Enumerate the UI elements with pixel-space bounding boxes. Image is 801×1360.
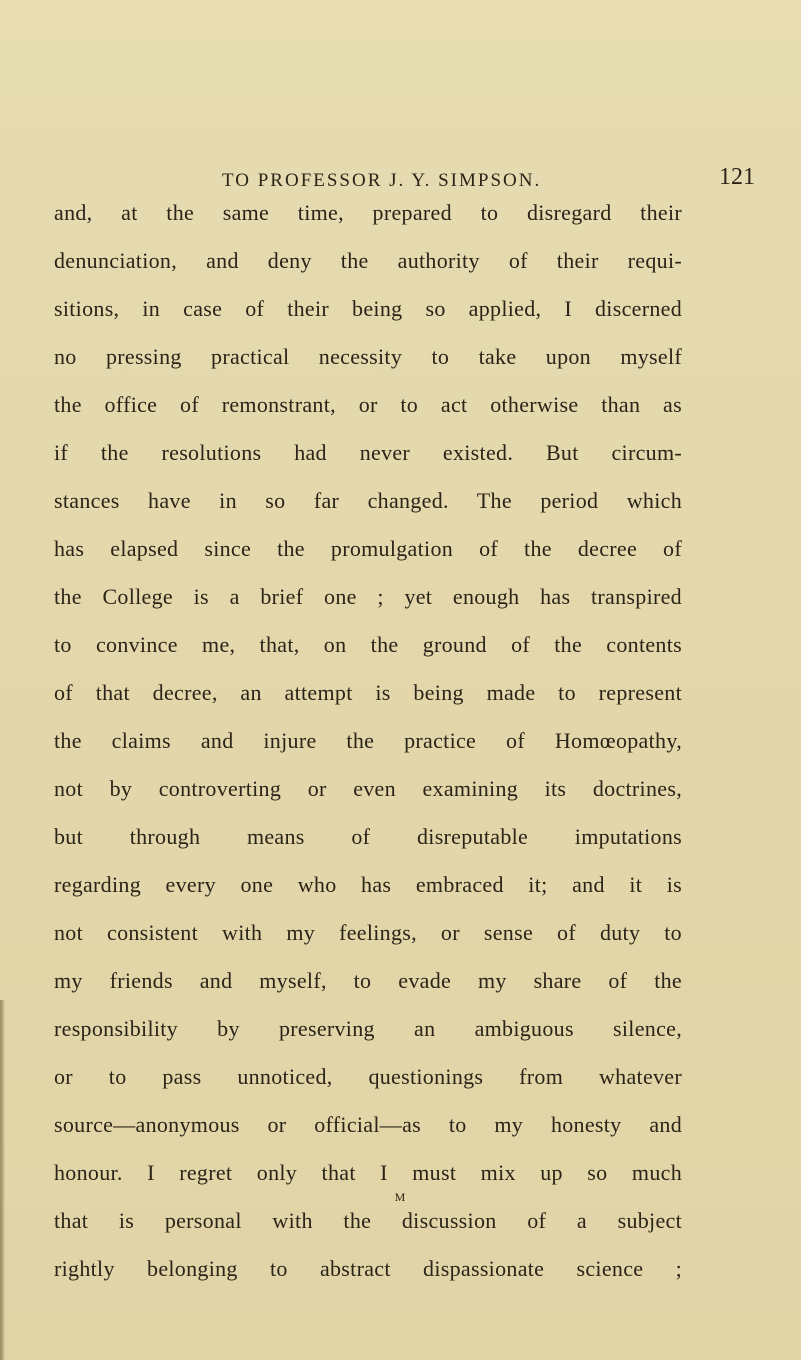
text-line: no pressing practical necessity to take upon myself bbox=[54, 344, 682, 369]
text-line: sitions, in case of their being so applied, I discerned bbox=[54, 296, 682, 321]
text-line: not consistent with my feelings, or sense of duty to bbox=[54, 920, 682, 945]
text-line: to convince me, that, on the ground of the contents bbox=[54, 632, 682, 657]
text-line: but through means of disreputable imputations bbox=[54, 824, 682, 849]
signature-mark: M bbox=[394, 1190, 407, 1204]
text-line: the office of remonstrant, or to act otherwise than as bbox=[54, 392, 682, 417]
text-line: if the resolutions had never existed. But circum- bbox=[54, 440, 682, 465]
text-line: source—anonymous or official—as to my honesty and bbox=[54, 1112, 682, 1137]
page-number: 121 bbox=[719, 164, 755, 190]
text-line: of that decree, an attempt is being made to represent bbox=[54, 680, 682, 705]
text-line: denunciation, and deny the authority of their requi- bbox=[54, 248, 682, 273]
text-line: responsibility by preserving an ambiguous silence, bbox=[54, 1016, 682, 1041]
text-line: stances have in so far changed. The period which bbox=[54, 488, 682, 513]
text-line: or to pass unnoticed, questionings from whatever bbox=[54, 1064, 682, 1089]
text-line: has elapsed since the promulgation of the decree of bbox=[54, 536, 682, 561]
text-line: that is personal with the discussion of a subject bbox=[54, 1208, 682, 1233]
running-head: TO PROFESSOR J. Y. SIMPSON. bbox=[222, 170, 542, 191]
text-line: and, at the same time, prepared to disregard their bbox=[54, 200, 682, 225]
page-edge-shadow bbox=[0, 1000, 5, 1360]
text-line: honour. I regret only that I must mix up so much bbox=[54, 1160, 682, 1185]
text-line: the College is a brief one ; yet enough has transpired bbox=[54, 584, 682, 609]
text-line: the claims and injure the practice of Homœopathy, bbox=[54, 728, 682, 753]
text-line: not by controverting or even examining its doctrines, bbox=[54, 776, 682, 801]
text-line: rightly belonging to abstract dispassionate science ; bbox=[54, 1256, 682, 1281]
text-line: regarding every one who has embraced it; and it is bbox=[54, 872, 682, 897]
body-text bbox=[54, 189, 682, 1293]
text-line: my friends and myself, to evade my share of the bbox=[54, 968, 682, 993]
